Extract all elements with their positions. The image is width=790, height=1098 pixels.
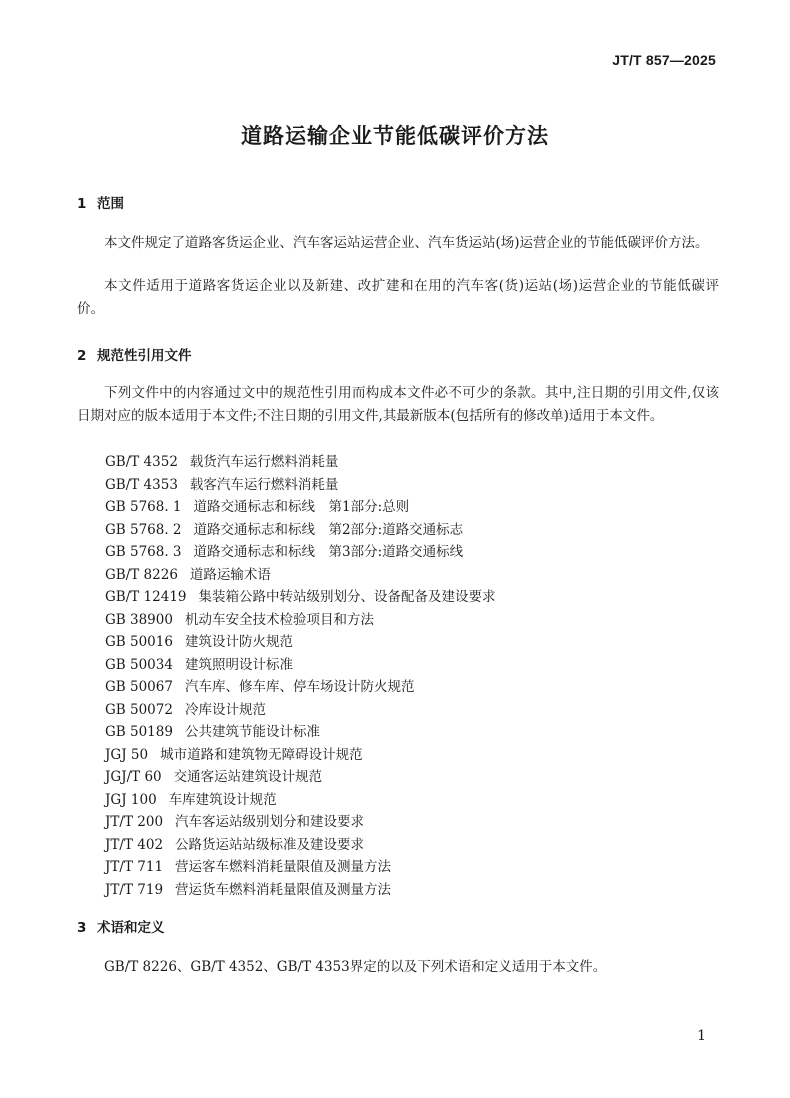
reference-name: 道路运输术语 [189,566,271,583]
reference-code: GB/T 8226 [105,566,178,583]
reference-code: GB 5768. 3 [105,544,182,560]
reference-item [105,811,496,834]
reference-name: 汽车库、修车库、停车场设计防火规范 [184,679,415,695]
reference-code: JT/T 402 [105,836,164,853]
reference-item [105,519,496,542]
section-number: 3 [77,920,87,936]
reference-name: 建筑设计防火规范 [184,634,293,650]
section-heading-normative-references [77,344,192,364]
reference-code: JGJ/T 60 [105,769,162,785]
reference-item [105,834,496,857]
standard-code: JT/T 857—2025 [612,52,716,68]
reference-item [105,451,496,474]
section-number: 1 [77,196,87,212]
reference-item [105,676,496,699]
reference-name: 冷库设计规范 [184,701,266,718]
reference-code: JT/T 719 [105,881,164,898]
reference-item [105,879,496,902]
reference-name: 营运货车燃料消耗量限值及测量方法 [175,881,392,898]
reference-item [105,496,496,519]
reference-name: 建筑照明设计标准 [184,656,293,673]
reference-code: GB 50189 [105,724,173,740]
reference-name: 车库建筑设计规范 [168,791,277,808]
terms-intro-paragraph: GB/T 8226、GB/T 4352、GB/T 4353界定的以及下列术语和定义适用于本文件。 [104,959,607,975]
reference-name: 载货汽车运行燃料消耗量 [189,454,339,470]
reference-item [105,631,496,654]
reference-code: JT/T 711 [105,859,164,875]
reference-code: GB 5768. 1 [105,499,182,515]
section-title: 术语和定义 [97,920,165,936]
reference-code: GB/T 4353 [105,476,178,493]
reference-name: 机动车安全技术检验项目和方法 [184,611,374,628]
reference-code: GB 50072 [105,701,173,718]
section-number: 2 [77,348,87,364]
reference-name: 道路交通标志和标线 第1部分:总则 [193,499,410,515]
reference-name: 汽车客运站级别划分和建设要求 [175,814,365,830]
reference-name: 城市道路和建筑物无障碍设计规范 [160,746,363,763]
reference-code: GB 5768. 2 [105,521,182,538]
reference-item [105,789,496,812]
references-intro-paragraph: 下列文件中的内容通过文中的规范性引用而构成本文件必不可少的条款。其中,注日期的引用文件,仅该日期对应的版本适用于本文件;不注日期的引用文件,其最新版本(包括所有的修改单)适用于本文件。 [77,385,719,424]
reference-item [105,721,496,744]
reference-name: 公共建筑节能设计标准 [184,724,320,740]
reference-item [105,654,496,677]
reference-code: GB 50016 [105,634,173,650]
reference-code: JGJ 100 [105,791,157,808]
reference-code: GB/T 4352 [105,454,178,470]
reference-code: JT/T 200 [105,814,164,830]
reference-item [105,766,496,789]
reference-item [105,856,496,879]
reference-name: 公路货运站站级标准及建设要求 [175,836,365,853]
reference-item [105,699,496,722]
section-heading-terms-definitions [77,916,165,936]
page-number: 1 [697,1028,706,1044]
reference-code: GB 50067 [105,679,173,695]
reference-name: 交通客运站建筑设计规范 [173,769,323,785]
reference-code: JGJ 50 [105,746,149,763]
section-title: 规范性引用文件 [97,348,192,364]
reference-item [105,564,496,587]
scope-paragraph-1: 本文件规定了道路客货运企业、汽车客运站运营企业、汽车货运站(场)运营企业的节能低碳评价方法。 [104,235,709,251]
reference-code: GB/T 12419 [105,589,187,605]
reference-item [105,586,496,609]
reference-list [105,451,496,901]
scope-paragraph-2: 本文件适用于道路客货运企业以及新建、改扩建和在用的汽车客(货)运站(场)运营企业的节能低碳评价。 [77,278,719,317]
reference-item [105,609,496,632]
reference-name: 载客汽车运行燃料消耗量 [189,476,339,493]
reference-item [105,541,496,564]
reference-code: GB 50034 [105,656,173,673]
reference-name: 道路交通标志和标线 第2部分:道路交通标志 [193,521,464,538]
section-title: 范围 [97,196,124,212]
section-heading-scope [77,192,124,212]
reference-name: 营运客车燃料消耗量限值及测量方法 [175,859,392,875]
reference-item [105,744,496,767]
reference-item [105,474,496,497]
reference-name: 集装箱公路中转站级别划分、设备配备及建设要求 [198,589,496,605]
reference-name: 道路交通标志和标线 第3部分:道路交通标线 [193,544,464,560]
document-title: 道路运输企业节能低碳评价方法 [241,124,549,148]
reference-code: GB 38900 [105,611,173,628]
